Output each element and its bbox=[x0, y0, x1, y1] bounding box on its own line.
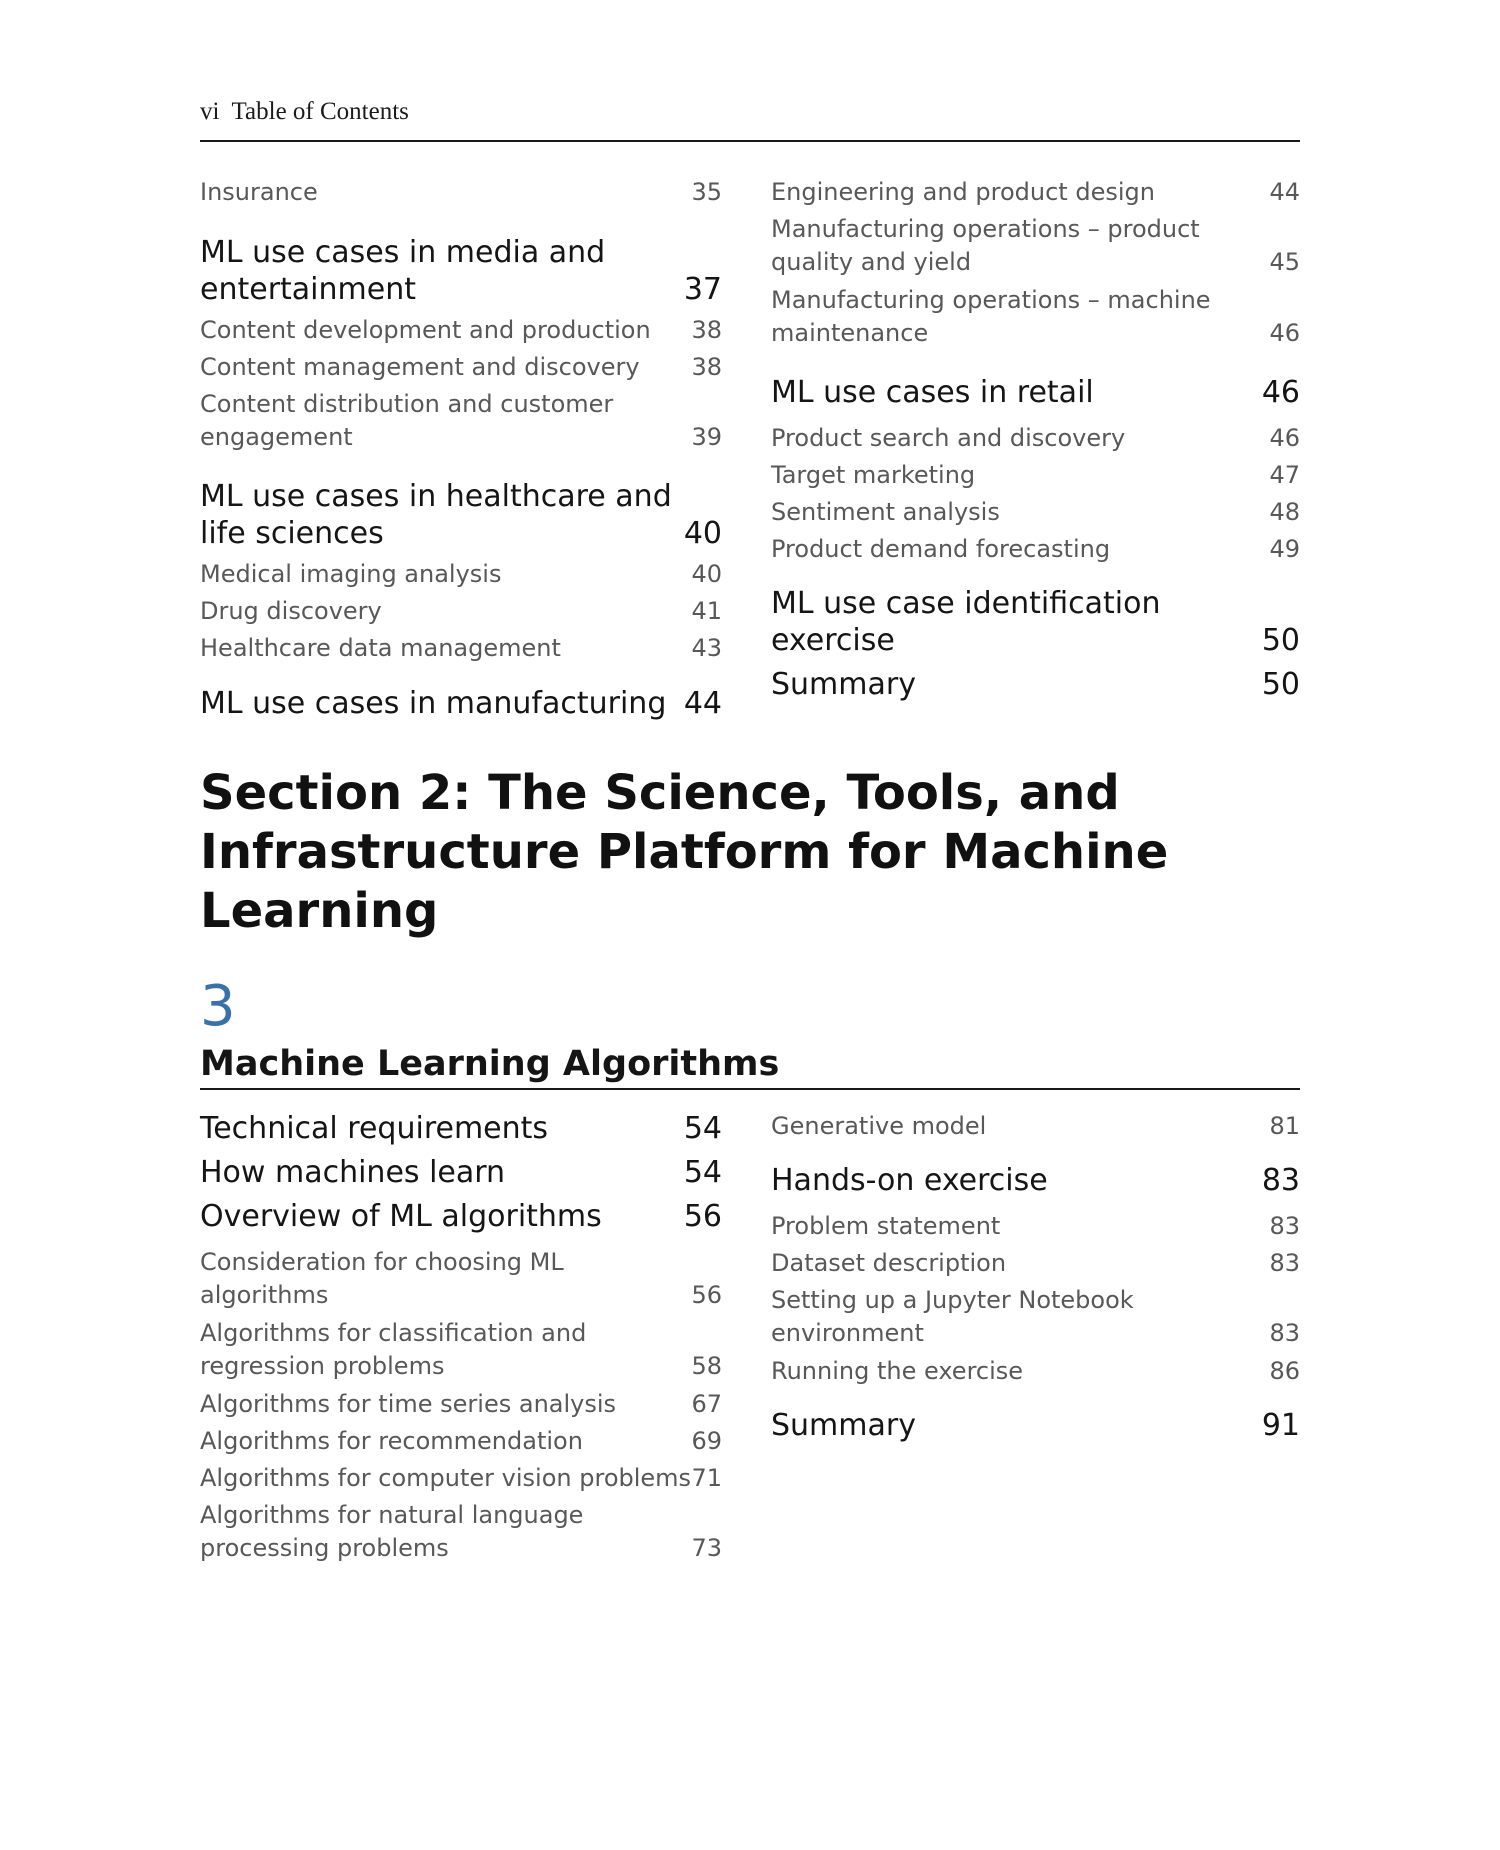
toc-entry-page-number: 38 bbox=[691, 353, 722, 381]
toc-entry-title: Content distribution and customer engagement bbox=[200, 390, 614, 451]
toc-bottom-left bbox=[200, 1110, 722, 1570]
toc-entry-title: Algorithms for recommendation bbox=[200, 1427, 583, 1455]
toc-entry[interactable] bbox=[200, 1462, 722, 1495]
toc-entry-page-number: 56 bbox=[691, 1281, 722, 1309]
toc-entry-title: Algorithms for natural language processing problems bbox=[200, 1501, 584, 1562]
toc-entry[interactable] bbox=[200, 388, 722, 454]
toc-entry-page-number: 83 bbox=[1261, 1163, 1300, 1198]
toc-entry[interactable] bbox=[771, 1355, 1300, 1388]
toc-entry[interactable] bbox=[771, 176, 1300, 209]
toc-entry-heading[interactable] bbox=[771, 1407, 1300, 1444]
running-header bbox=[200, 98, 1300, 126]
toc-entry-title: Problem statement bbox=[771, 1212, 1001, 1240]
toc-entry-title: Engineering and product design bbox=[771, 178, 1155, 206]
header-title: Table of Contents bbox=[231, 98, 409, 125]
toc-entry-heading[interactable] bbox=[771, 374, 1300, 411]
toc-entry-title: ML use cases in healthcare and life sciences bbox=[200, 479, 672, 551]
toc-entry-page-number: 83 bbox=[1269, 1319, 1300, 1347]
toc-entry-title: Insurance bbox=[200, 178, 318, 206]
toc-entry-title: How machines learn bbox=[200, 1155, 506, 1190]
toc-entry-page-number: 44 bbox=[1269, 178, 1300, 206]
toc-entry[interactable] bbox=[200, 632, 722, 665]
toc-entry-title: Generative model bbox=[771, 1112, 987, 1140]
toc-entry-heading[interactable] bbox=[200, 1154, 722, 1191]
toc-entry-title: Overview of ML algorithms bbox=[200, 1199, 602, 1234]
toc-entry-page-number: 37 bbox=[683, 272, 722, 307]
toc-entry-page-number: 41 bbox=[691, 597, 722, 625]
chapter-rule bbox=[200, 1088, 1300, 1090]
toc-entry-title: Manufacturing operations – machine maintenance bbox=[771, 286, 1211, 347]
chapter-number: 3 bbox=[200, 974, 236, 1039]
toc-entry-page-number: 45 bbox=[1269, 248, 1300, 276]
header-rule bbox=[200, 140, 1300, 142]
toc-entry-page-number: 54 bbox=[683, 1111, 722, 1146]
toc-entry-page-number: 38 bbox=[691, 316, 722, 344]
toc-entry-title: ML use cases in media and entertainment bbox=[200, 235, 606, 307]
toc-entry-title: Manufacturing operations – product quality and yield bbox=[771, 215, 1200, 276]
toc-entry-title: Content management and discovery bbox=[200, 353, 640, 381]
toc-entry-title: Product search and discovery bbox=[771, 424, 1126, 452]
toc-entry[interactable] bbox=[200, 314, 722, 347]
toc-entry-title: Medical imaging analysis bbox=[200, 560, 502, 588]
toc-entry-heading[interactable] bbox=[771, 1162, 1300, 1199]
toc-entry[interactable] bbox=[200, 176, 722, 209]
toc-entry-title: Dataset description bbox=[771, 1249, 1007, 1277]
toc-entry[interactable] bbox=[771, 1110, 1300, 1143]
toc-bottom-right bbox=[771, 1110, 1300, 1570]
toc-entry[interactable] bbox=[200, 595, 722, 628]
toc-entry[interactable] bbox=[200, 1499, 722, 1565]
toc-entry-heading[interactable] bbox=[200, 685, 722, 722]
toc-entry-heading[interactable] bbox=[200, 1110, 722, 1147]
toc-entry-page-number: 71 bbox=[691, 1464, 722, 1492]
toc-entry[interactable] bbox=[771, 459, 1300, 492]
toc-entry-page-number: 67 bbox=[691, 1390, 722, 1418]
toc-entry-heading[interactable] bbox=[771, 666, 1300, 703]
toc-entry-title: Technical requirements bbox=[200, 1111, 549, 1146]
toc-entry[interactable] bbox=[200, 1317, 722, 1383]
toc-entry-page-number: 86 bbox=[1269, 1357, 1300, 1385]
toc-entry[interactable] bbox=[771, 213, 1300, 279]
toc-entry-title: ML use cases in manufacturing bbox=[200, 686, 667, 721]
toc-entry[interactable] bbox=[200, 558, 722, 591]
toc-entry-heading[interactable] bbox=[200, 478, 722, 552]
toc-entry-page-number: 35 bbox=[691, 178, 722, 206]
toc-entry-title: Setting up a Jupyter Notebook environment bbox=[771, 1286, 1134, 1347]
toc-entry-page-number: 83 bbox=[1269, 1212, 1300, 1240]
toc-entry-title: ML use case identification exercise bbox=[771, 586, 1161, 658]
toc-entry-page-number: 50 bbox=[1261, 667, 1300, 702]
toc-entry[interactable] bbox=[771, 1210, 1300, 1243]
toc-entry-title: Summary bbox=[771, 667, 916, 702]
toc-entry[interactable] bbox=[771, 1284, 1300, 1350]
toc-entry-title: Running the exercise bbox=[771, 1357, 1024, 1385]
toc-entry[interactable] bbox=[200, 351, 722, 384]
toc-entry-page-number: 50 bbox=[1261, 623, 1300, 658]
toc-entry-page-number: 56 bbox=[683, 1199, 722, 1234]
toc-entry-title: Target marketing bbox=[771, 461, 976, 489]
section-title: Section 2: The Science, Tools, and Infrastructure Platform for Machine Learning bbox=[200, 765, 1169, 939]
toc-entry-page-number: 46 bbox=[1269, 424, 1300, 452]
toc-entry-page-number: 73 bbox=[691, 1534, 722, 1562]
toc-entry[interactable] bbox=[200, 1425, 722, 1458]
toc-entry-page-number: 83 bbox=[1269, 1249, 1300, 1277]
toc-entry-page-number: 43 bbox=[691, 634, 722, 662]
toc-entry-page-number: 46 bbox=[1269, 319, 1300, 347]
toc-entry[interactable] bbox=[200, 1246, 722, 1312]
toc-entry-heading[interactable] bbox=[771, 585, 1300, 659]
toc-top-left bbox=[200, 176, 722, 736]
toc-entry-title: Summary bbox=[771, 1408, 916, 1443]
page-numeral: vi bbox=[200, 98, 220, 125]
toc-entry-page-number: 40 bbox=[691, 560, 722, 588]
toc-entry-title: ML use cases in retail bbox=[771, 375, 1094, 410]
toc-entry[interactable] bbox=[771, 496, 1300, 529]
toc-entry-page-number: 39 bbox=[691, 423, 722, 451]
toc-entry[interactable] bbox=[771, 422, 1300, 455]
chapter-title: Machine Learning Algorithms bbox=[200, 1044, 780, 1084]
toc-entry-title: Healthcare data management bbox=[200, 634, 561, 662]
toc-entry-page-number: 91 bbox=[1261, 1408, 1300, 1443]
toc-entry-title: Hands-on exercise bbox=[771, 1163, 1048, 1198]
toc-top-right bbox=[771, 176, 1300, 736]
toc-entry[interactable] bbox=[200, 1388, 722, 1421]
toc-entry-title: Content development and production bbox=[200, 316, 651, 344]
toc-entry-page-number: 40 bbox=[683, 516, 722, 551]
toc-entry-title: Algorithms for computer vision problems bbox=[200, 1464, 692, 1492]
toc-entry-title: Algorithms for time series analysis bbox=[200, 1390, 617, 1418]
toc-entry-page-number: 48 bbox=[1269, 498, 1300, 526]
toc-entry-page-number: 49 bbox=[1269, 535, 1300, 563]
toc-entry-heading[interactable] bbox=[200, 234, 722, 308]
toc-entry-page-number: 54 bbox=[683, 1155, 722, 1190]
toc-entry-page-number: 81 bbox=[1269, 1112, 1300, 1140]
toc-entry-title: Algorithms for classification and regression problems bbox=[200, 1319, 587, 1380]
toc-entry-page-number: 44 bbox=[683, 686, 722, 721]
toc-entry[interactable] bbox=[771, 284, 1300, 350]
toc-entry-title: Product demand forecasting bbox=[771, 535, 1111, 563]
toc-entry-page-number: 69 bbox=[691, 1427, 722, 1455]
toc-entry[interactable] bbox=[771, 1247, 1300, 1280]
toc-entry-page-number: 46 bbox=[1261, 375, 1300, 410]
toc-entry-title: Consideration for choosing ML algorithms bbox=[200, 1248, 564, 1309]
toc-entry-heading[interactable] bbox=[200, 1198, 722, 1235]
toc-entry-page-number: 47 bbox=[1269, 461, 1300, 489]
toc-entry[interactable] bbox=[771, 533, 1300, 566]
toc-entry-title: Drug discovery bbox=[200, 597, 382, 625]
toc-entry-title: Sentiment analysis bbox=[771, 498, 1000, 526]
toc-entry-page-number: 58 bbox=[691, 1352, 722, 1380]
